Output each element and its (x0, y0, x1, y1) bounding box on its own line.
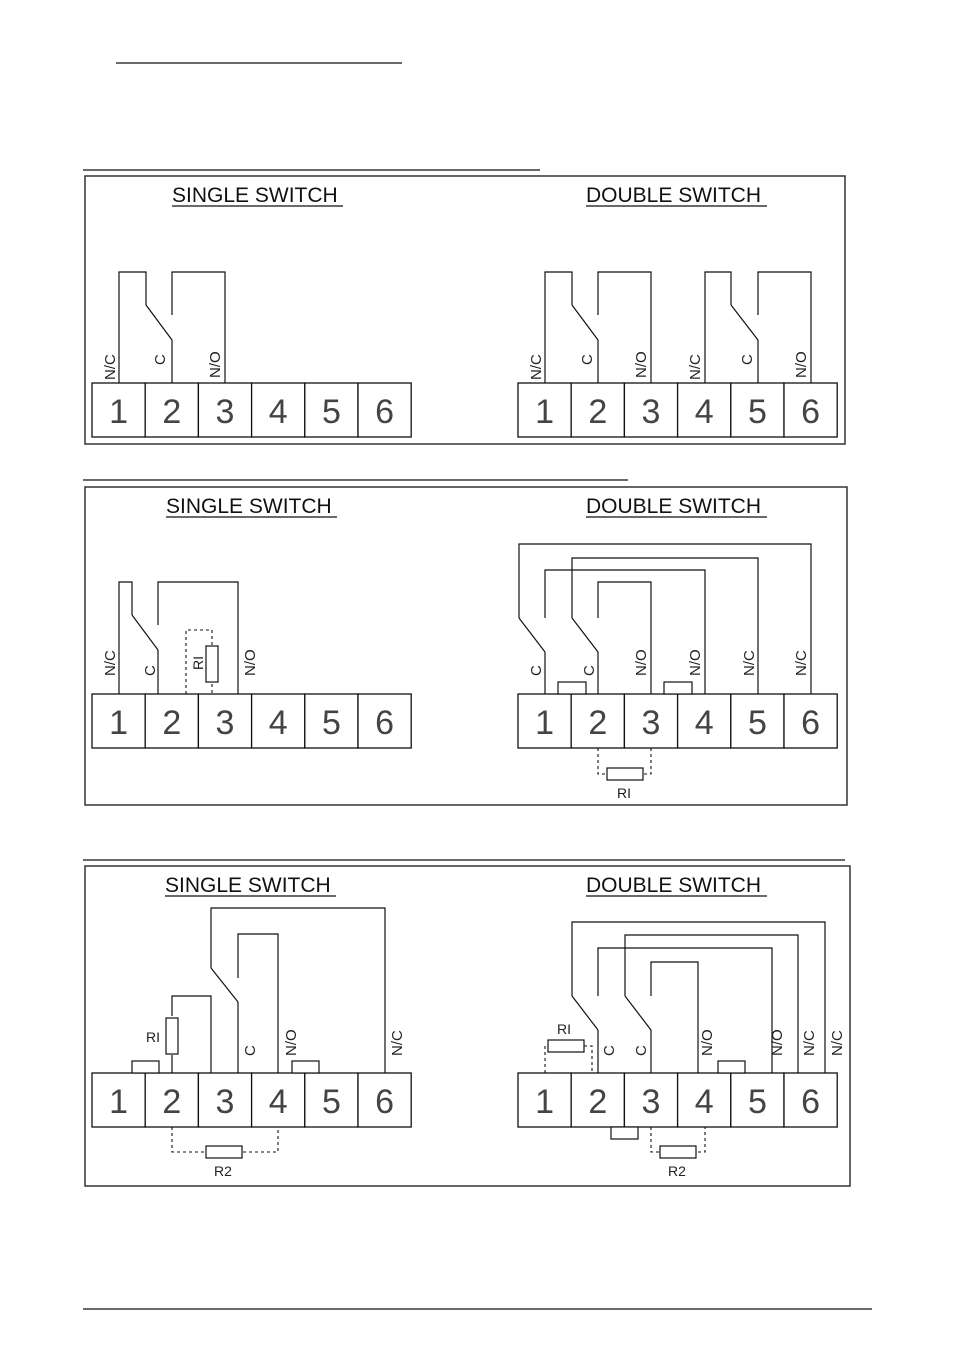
panel-3-double-resistor-ri (545, 1021, 592, 1073)
terminal-number: 4 (268, 704, 288, 742)
panel-2-double-label-2: C (581, 665, 598, 676)
terminal-number: 1 (109, 1083, 129, 1121)
terminal-number: 3 (641, 1083, 661, 1121)
terminal-number: 6 (375, 393, 395, 431)
terminal-number: 1 (535, 1083, 555, 1121)
terminal-number: 3 (215, 1083, 235, 1121)
panel-2-single-label-c: C (142, 665, 159, 676)
terminal-number: 5 (747, 1083, 767, 1121)
terminal-number: 5 (747, 393, 767, 431)
panel-2 (85, 487, 847, 805)
panel-3-double-resistor-r2-label: R2 (668, 1163, 686, 1179)
terminal-number: 2 (162, 704, 182, 742)
terminal-number: 2 (588, 1083, 608, 1121)
panel-3-double-label-4: N/O (769, 1029, 786, 1056)
panel-3-double-resistor-ri-label: RI (557, 1021, 571, 1037)
panel-1 (85, 176, 845, 444)
terminal-number: 4 (694, 704, 714, 742)
terminal-number: 2 (162, 393, 182, 431)
panel-1-double-label-5: C (739, 354, 756, 365)
terminal-number: 6 (375, 704, 395, 742)
panel-2-double-resistor-label: RI (617, 785, 631, 801)
terminal-number: 2 (588, 704, 608, 742)
panel-3-single-resistor-ri-label: RI (146, 1029, 160, 1045)
panel-2-double-resistor-ri (598, 748, 651, 801)
panel-2-border (85, 487, 847, 805)
terminal-number: 3 (215, 704, 235, 742)
panel-1-single-title: SINGLE SWITCH (172, 184, 338, 207)
panel-3-double-title: DOUBLE SWITCH (586, 874, 762, 897)
panel-1-double-label-2: C (579, 354, 596, 365)
terminal-number: 6 (801, 704, 821, 742)
terminal-number: 5 (321, 393, 341, 431)
panel-2-double-title: DOUBLE SWITCH (586, 495, 762, 518)
terminal-number: 2 (588, 393, 608, 431)
panel-3-single-switch-wiring (172, 908, 385, 1073)
terminal-number: 4 (694, 1083, 714, 1121)
panel-3-single-title: SINGLE SWITCH (165, 874, 331, 897)
panel-3-single-resistor-ri (146, 1018, 178, 1054)
panel-1-double-label-3: N/O (633, 351, 650, 378)
terminal-number: 4 (268, 393, 288, 431)
panel-1-double-label-1: N/C (528, 354, 545, 380)
panel-3-single-resistor-r2-label: R2 (214, 1163, 232, 1179)
panel-3-single-label-c: C (242, 1045, 259, 1056)
panel-2-single-resistor-ri (186, 630, 218, 694)
terminal-number: 3 (215, 393, 235, 431)
panel-3-border (85, 866, 850, 1186)
panel-2-double-label-6: N/C (793, 650, 810, 676)
panel-2-double-terminal-block (518, 694, 837, 748)
panel-2-single-switch-wiring (119, 582, 238, 694)
terminal-number: 2 (162, 1083, 182, 1121)
terminal-number: 5 (747, 704, 767, 742)
panel-3-double-resistor-r2 (651, 1127, 705, 1179)
panel-3 (85, 866, 850, 1186)
panel-1-single-label-nc: N/C (102, 354, 119, 380)
terminal-number: 4 (268, 1083, 288, 1121)
panel-2-double-label-4: N/O (687, 649, 704, 676)
panel-3-double-terminal-block (518, 1073, 837, 1127)
terminal-number: 1 (535, 393, 555, 431)
terminal-number: 1 (535, 704, 555, 742)
panel-2-double-label-5: N/C (741, 650, 758, 676)
panel-3-double-label-5: N/C (801, 1030, 818, 1056)
panel-2-double-switch-wiring (519, 544, 811, 694)
panel-1-single-label-no: N/O (207, 351, 224, 378)
panel-2-single-label-no: N/O (242, 649, 259, 676)
panel-3-single-resistor-r2 (172, 1127, 278, 1179)
terminal-number: 4 (694, 393, 714, 431)
panel-1-single-terminal-block (92, 383, 411, 437)
terminal-number: 6 (801, 393, 821, 431)
panel-1-double-terminal-block (518, 383, 837, 437)
panel-1-double-title: DOUBLE SWITCH (586, 184, 762, 207)
panel-2-single-terminal-block (92, 694, 411, 748)
panel-2-single-title: SINGLE SWITCH (166, 495, 332, 518)
panel-3-single-terminal-block (92, 1073, 411, 1127)
panel-3-double-label-2: C (633, 1045, 650, 1056)
panel-3-double-label-3: N/O (699, 1029, 716, 1056)
panel-2-single-resistor-label: RI (190, 656, 206, 670)
terminal-number: 1 (109, 393, 129, 431)
terminal-number: 6 (801, 1083, 821, 1121)
panel-1-double-switch-wiring (545, 272, 811, 383)
panel-1-double-label-4: N/C (687, 354, 704, 380)
terminal-number: 6 (375, 1083, 395, 1121)
terminal-number: 3 (641, 704, 661, 742)
terminal-number: 3 (641, 393, 661, 431)
panel-1-single-label-c: C (152, 354, 169, 365)
terminal-number: 1 (109, 704, 129, 742)
panel-2-double-label-1: C (528, 665, 545, 676)
panel-3-double-label-1: C (601, 1045, 618, 1056)
panel-3-single-label-nc: N/C (389, 1030, 406, 1056)
terminal-number: 5 (321, 704, 341, 742)
panel-2-double-label-3: N/O (633, 649, 650, 676)
panel-3-double-label-6: N/C (829, 1030, 846, 1056)
terminal-number: 5 (321, 1083, 341, 1121)
panel-3-single-label-no: N/O (283, 1029, 300, 1056)
panel-2-single-label-nc: N/C (102, 650, 119, 676)
panel-1-double-label-6: N/O (793, 351, 810, 378)
